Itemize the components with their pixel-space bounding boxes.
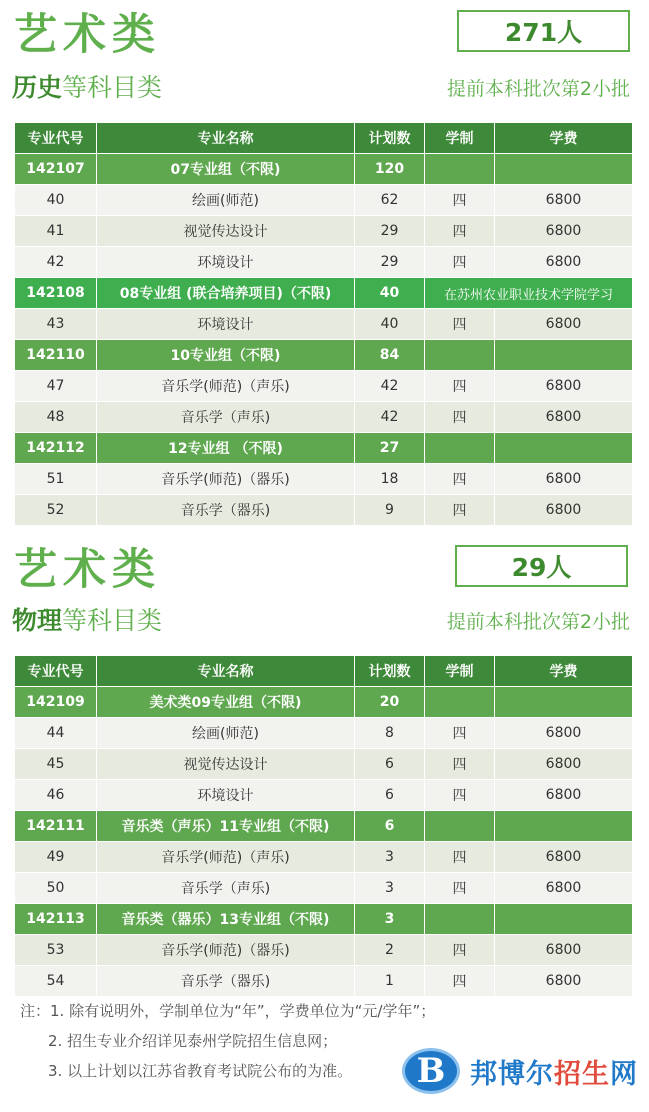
cell-fee [495, 154, 633, 185]
table-row [15, 966, 633, 997]
cell-years: 四 [425, 185, 495, 216]
cell-code: 42 [15, 247, 97, 278]
cell-plan: 29 [355, 247, 425, 278]
header-years: 学制 [425, 123, 495, 154]
cell-name: 音乐学(师范)（器乐) [97, 464, 355, 495]
table-row [15, 873, 633, 904]
logo-text: 邦博尔招生网 [470, 1058, 638, 1090]
cell-fee: 6800 [495, 780, 633, 811]
header-code: 专业代号 [15, 656, 97, 687]
cell-code: 53 [15, 935, 97, 966]
table-row [15, 216, 633, 247]
cell-plan: 8 [355, 718, 425, 749]
table-row [15, 495, 633, 526]
table-row [15, 718, 633, 749]
table-row [15, 371, 633, 402]
cell-plan: 9 [355, 495, 425, 526]
cell-fee: 6800 [495, 935, 633, 966]
section-title: 艺术类 [14, 545, 161, 595]
cell-name: 音乐类（声乐）11专业组（不限) [97, 811, 355, 842]
site-logo [402, 1048, 638, 1094]
logo-mark-icon: B [402, 1048, 460, 1094]
cell-name: 音乐学(师范)（声乐) [97, 371, 355, 402]
cell-name: 07专业组（不限) [97, 154, 355, 185]
cell-years [425, 687, 495, 718]
cell-years: 四 [425, 873, 495, 904]
cell-name: 音乐学（声乐) [97, 873, 355, 904]
cell-name: 音乐学（器乐) [97, 495, 355, 526]
cell-years: 四 [425, 247, 495, 278]
cell-years [425, 433, 495, 464]
cell-years [425, 154, 495, 185]
cell-code: 52 [15, 495, 97, 526]
footnote-3: 3. 以上计划以江苏省教育考试院公布的为准。 [48, 1062, 353, 1080]
cell-plan: 3 [355, 873, 425, 904]
cell-fee: 6800 [495, 749, 633, 780]
cell-plan: 40 [355, 309, 425, 340]
cell-fee: 6800 [495, 966, 633, 997]
cell-years [425, 340, 495, 371]
table-group-row [15, 433, 633, 464]
cell-code: 54 [15, 966, 97, 997]
header-fee: 学费 [495, 123, 633, 154]
cell-name: 音乐类（器乐）13专业组（不限) [97, 904, 355, 935]
cell-years: 四 [425, 495, 495, 526]
cell-plan: 3 [355, 842, 425, 873]
cell-fee: 6800 [495, 495, 633, 526]
header-name: 专业名称 [97, 123, 355, 154]
header-name: 专业名称 [97, 656, 355, 687]
cell-fee [495, 811, 633, 842]
cell-plan: 42 [355, 402, 425, 433]
header-code: 专业代号 [15, 123, 97, 154]
section-physics [0, 535, 649, 995]
subtitle-rest: 等科目类 [62, 73, 163, 102]
cell-years: 四 [425, 402, 495, 433]
cell-years: 四 [425, 966, 495, 997]
table-group-row [15, 340, 633, 371]
cell-name: 绘画(师范) [97, 718, 355, 749]
cell-code: 43 [15, 309, 97, 340]
cell-fee: 6800 [495, 402, 633, 433]
cell-years: 四 [425, 935, 495, 966]
cell-fee: 6800 [495, 216, 633, 247]
section-subtitle [12, 75, 162, 100]
table-group-row [15, 687, 633, 718]
cell-code: 46 [15, 780, 97, 811]
cell-years: 四 [425, 216, 495, 247]
cell-name: 环境设计 [97, 309, 355, 340]
cell-code: 142108 [15, 278, 97, 309]
cell-fee [495, 433, 633, 464]
cell-code: 44 [15, 718, 97, 749]
table-group-row [15, 811, 633, 842]
cell-plan: 18 [355, 464, 425, 495]
table-row [15, 780, 633, 811]
cell-code: 142107 [15, 154, 97, 185]
header-plan: 计划数 [355, 123, 425, 154]
cell-plan: 27 [355, 433, 425, 464]
cell-plan: 120 [355, 154, 425, 185]
subtitle-subject: 历史 [12, 73, 63, 102]
cell-fee [495, 340, 633, 371]
table-row [15, 309, 633, 340]
cell-code: 142111 [15, 811, 97, 842]
subtitle-rest: 等科目类 [62, 606, 163, 635]
cell-plan: 6 [355, 811, 425, 842]
cell-code: 45 [15, 749, 97, 780]
cell-plan: 6 [355, 780, 425, 811]
cell-code: 50 [15, 873, 97, 904]
cell-name: 视觉传达设计 [97, 216, 355, 247]
cell-name: 美术类09专业组（不限) [97, 687, 355, 718]
cell-name: 音乐学（声乐) [97, 402, 355, 433]
cell-fee [495, 904, 633, 935]
cell-years [425, 811, 495, 842]
cell-plan: 40 [355, 278, 425, 309]
header-plan: 计划数 [355, 656, 425, 687]
cell-fee: 6800 [495, 842, 633, 873]
section-history [0, 0, 649, 520]
table-row [15, 402, 633, 433]
cell-fee: 6800 [495, 873, 633, 904]
table-row [15, 185, 633, 216]
cell-years: 四 [425, 464, 495, 495]
cell-code: 142110 [15, 340, 97, 371]
cell-name: 绘画(师范) [97, 185, 355, 216]
cell-years: 四 [425, 309, 495, 340]
cell-code: 47 [15, 371, 97, 402]
enrollment-count-badge: 29人 [455, 545, 628, 587]
cell-code: 142112 [15, 433, 97, 464]
cell-name: 音乐学(师范)（器乐) [97, 935, 355, 966]
cell-plan: 84 [355, 340, 425, 371]
cell-plan: 62 [355, 185, 425, 216]
cell-fee: 6800 [495, 247, 633, 278]
cell-name: 10专业组（不限) [97, 340, 355, 371]
table-row [15, 464, 633, 495]
cell-name: 视觉传达设计 [97, 749, 355, 780]
table-row [15, 842, 633, 873]
cell-plan: 42 [355, 371, 425, 402]
cell-name: 环境设计 [97, 780, 355, 811]
cell-years: 四 [425, 749, 495, 780]
footnote-1: 注：1. 除有说明外，学制单位为“年”，学费单位为“元/学年”； [20, 1002, 436, 1020]
section-title: 艺术类 [14, 10, 161, 60]
cell-name: 12专业组 （不限) [97, 433, 355, 464]
enrollment-table [14, 122, 633, 526]
batch-label: 提前本科批次第2小批 [446, 78, 630, 100]
cell-plan: 29 [355, 216, 425, 247]
enrollment-count-badge: 271人 [457, 10, 630, 52]
cell-code: 49 [15, 842, 97, 873]
cell-code: 41 [15, 216, 97, 247]
cell-fee: 6800 [495, 309, 633, 340]
cell-years: 四 [425, 780, 495, 811]
cell-name: 音乐学(师范)（声乐) [97, 842, 355, 873]
header-years: 学制 [425, 656, 495, 687]
cell-code: 142113 [15, 904, 97, 935]
cell-years: 四 [425, 718, 495, 749]
subtitle-subject: 物理 [12, 606, 63, 635]
section-subtitle [12, 608, 162, 633]
cell-years: 四 [425, 842, 495, 873]
cell-name: 音乐学（器乐) [97, 966, 355, 997]
cell-years [425, 904, 495, 935]
footnotes [20, 996, 435, 1086]
table-group-row [15, 154, 633, 185]
cell-fee: 6800 [495, 371, 633, 402]
table-group-row [15, 904, 633, 935]
cell-fee [495, 687, 633, 718]
enrollment-table [14, 655, 633, 997]
footnote-2: 2. 招生专业介绍详见泰州学院招生信息网； [48, 1032, 338, 1050]
table-header-row [15, 656, 633, 687]
cell-fee: 6800 [495, 185, 633, 216]
cell-name: 08专业组 (联合培养项目)（不限) [97, 278, 355, 309]
cell-years: 四 [425, 371, 495, 402]
table-group-row [15, 278, 633, 309]
cell-fee: 6800 [495, 464, 633, 495]
cell-note: 在苏州农业职业技术学院学习 [425, 278, 633, 309]
table-row [15, 935, 633, 966]
cell-plan: 3 [355, 904, 425, 935]
cell-plan: 6 [355, 749, 425, 780]
table-header-row [15, 123, 633, 154]
cell-code: 48 [15, 402, 97, 433]
table-row [15, 749, 633, 780]
cell-code: 51 [15, 464, 97, 495]
cell-name: 环境设计 [97, 247, 355, 278]
cell-plan: 1 [355, 966, 425, 997]
table-row [15, 247, 633, 278]
cell-code: 40 [15, 185, 97, 216]
batch-label: 提前本科批次第2小批 [446, 611, 630, 633]
header-fee: 学费 [495, 656, 633, 687]
cell-plan: 20 [355, 687, 425, 718]
cell-code: 142109 [15, 687, 97, 718]
cell-fee: 6800 [495, 718, 633, 749]
cell-plan: 2 [355, 935, 425, 966]
